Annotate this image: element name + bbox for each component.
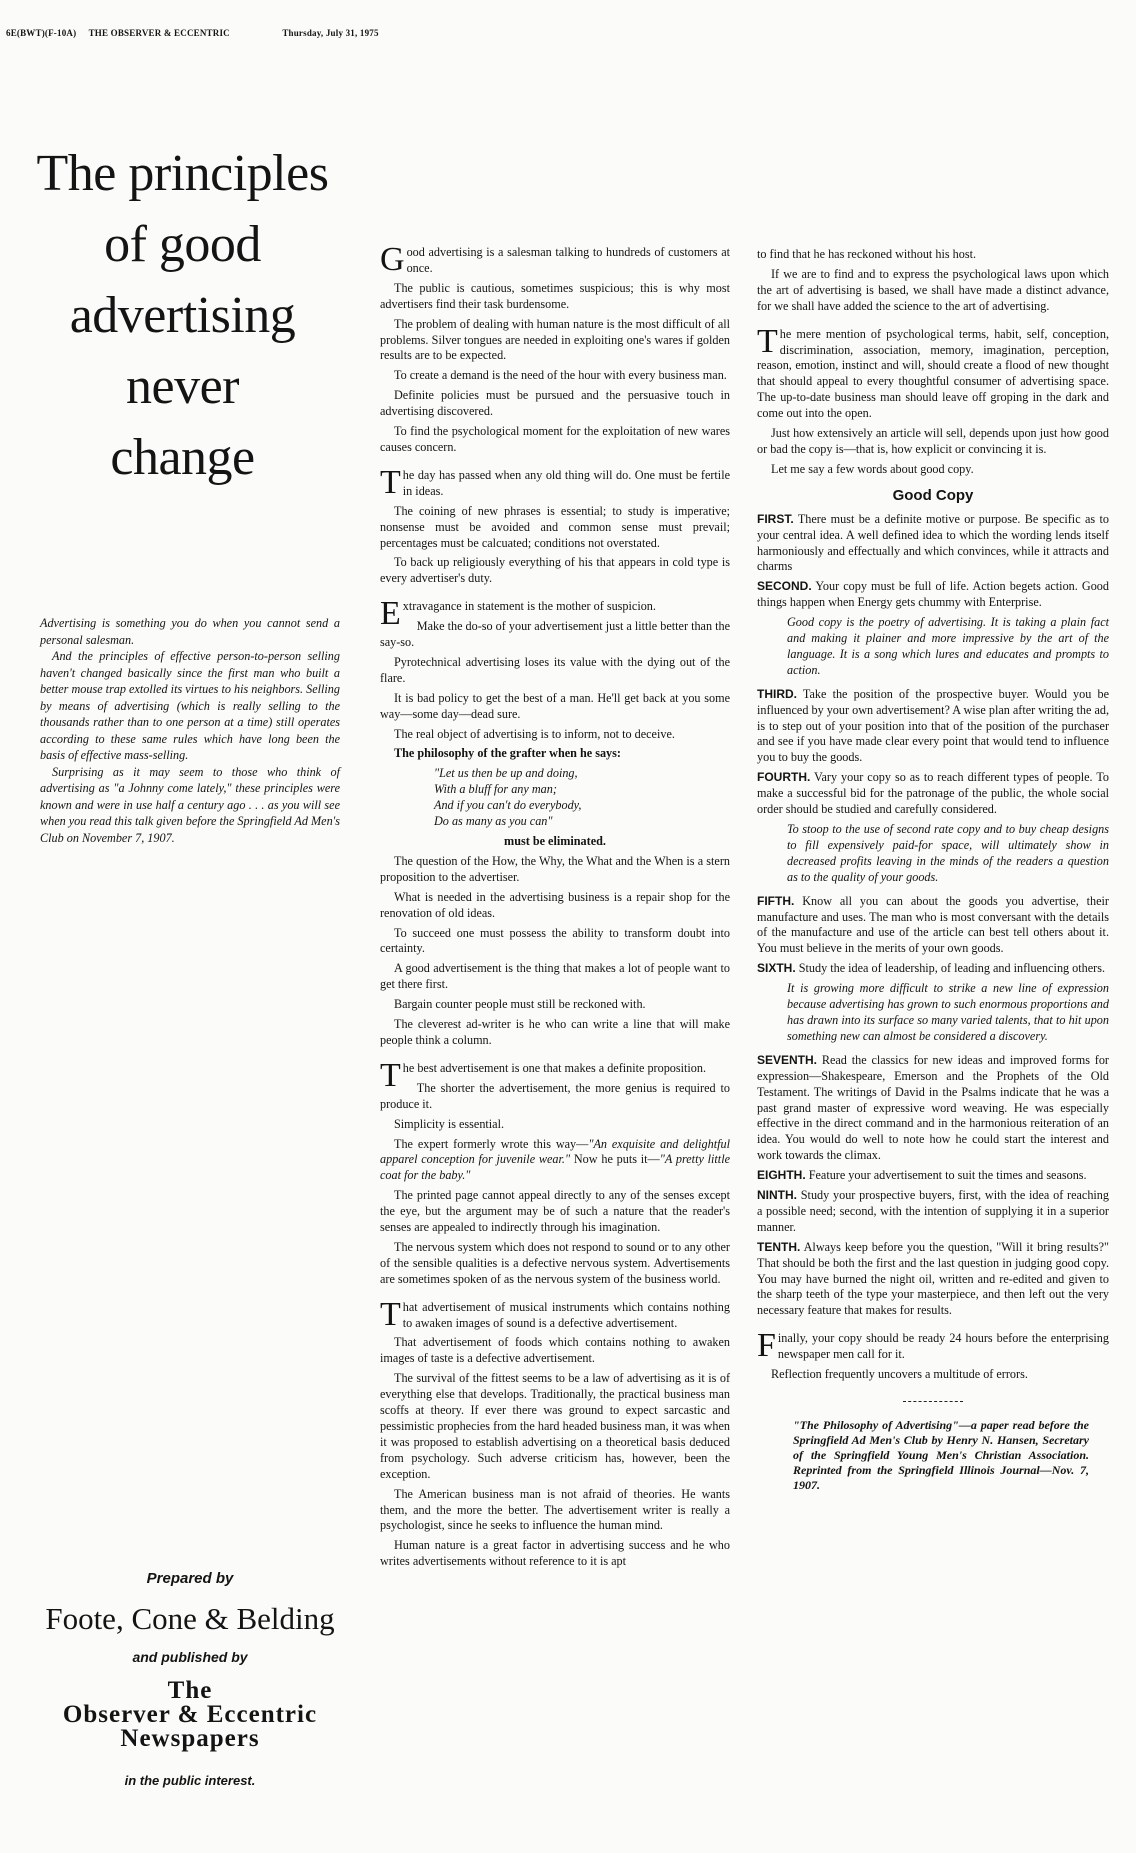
intro-paragraph: Advertising is something you do when you cannot send a personal salesman.	[40, 616, 340, 647]
article-paragraph	[380, 241, 730, 278]
article-paragraph: Just how extensively an article will sell, depends upon just how good or bad the copy is—that is, how explicit or convincing it is.	[757, 426, 1109, 456]
intro-paragraph: Surprising as it may seem to those who think of advertising as "a Johnny come lately," these principles were known and were in use half a century ago . . . as you will see when you read this talk given before the Springfield Ad Men's Club on November 7, 1907.	[40, 764, 341, 845]
article-paragraph: The question of the How, the Why, the What and the When is a stern proposition to the advertiser.	[380, 853, 730, 884]
drop-cap: T	[380, 463, 401, 501]
headline-line: The principles	[36, 145, 329, 202]
issue-date: Thursday, July 31, 1975	[282, 28, 379, 38]
principle-first	[757, 512, 1109, 576]
principle-sixth	[757, 961, 1109, 977]
article-paragraph: The cleverest ad-writer is he who can write a line that will make people think a column.	[380, 1017, 730, 1047]
verse-line: With a bluff for any man;	[434, 782, 557, 797]
drop-cap: G	[380, 241, 405, 278]
principle-label: FOURTH.	[757, 770, 811, 785]
public-interest-label: in the public interest.	[124, 1773, 256, 1788]
article-paragraph: to find that he has reckoned without his host.	[757, 247, 977, 261]
article-paragraph: The coining of new phrases is essential; to study is imperative; nonsense must be avoided and common sense must prevail; percentages must be calcuated; conditions not overstated.	[380, 503, 730, 550]
principle-label: SEVENTH.	[757, 1052, 818, 1067]
verse-quote	[434, 766, 730, 830]
article-column-1	[380, 241, 730, 1574]
italic-quote: To stoop to the use of second rate copy and to buy cheap designs to fill expensively paid-for space, will ultimately show in decreased profits leaving in the minds of the readers a question as to the quality of your goods.	[787, 822, 1109, 884]
article-paragraph: Pyrotechnical advertising loses its value with the dying out of the flare.	[380, 654, 730, 685]
paragraph-text: ood advertising is a salesman talking to hundreds of customers at once.	[406, 245, 730, 275]
verse-line: Do as many as you can"	[434, 814, 553, 829]
newspaper-logo	[20, 1679, 360, 1751]
verse-line: And if you can't do everybody,	[434, 798, 582, 813]
text-run: Now he puts it—	[570, 1152, 660, 1167]
article-paragraph: Let me say a few words about good copy.	[771, 461, 974, 476]
principle-label: EIGHTH.	[757, 1168, 806, 1183]
section-code: 6E(BWT)(F-10A)	[6, 28, 77, 38]
article-paragraph: Simplicity is essential.	[394, 1116, 505, 1131]
principle-text: Study your prospective buyers, first, with the idea of reaching a possible need; second, with the intention of supplying it in a superior manner.	[757, 1188, 1109, 1234]
article-paragraph: To find the psychological moment for the exploitation of new wares causes concern.	[380, 424, 730, 454]
text-run: "A pretty little coat for the baby."	[380, 1152, 730, 1183]
grafter-intro: The philosophy of the grafter when he says:	[394, 746, 621, 761]
article-paragraph: What is needed in the advertising business is a repair shop for the renovation of old ideas.	[380, 889, 730, 920]
principle-label: SECOND.	[757, 579, 812, 594]
principle-label: FIRST.	[757, 511, 794, 526]
prepared-by-label: Prepared by	[146, 1570, 234, 1587]
logo-line: Observer & Eccentric	[62, 1701, 318, 1728]
article-paragraph	[380, 595, 730, 633]
logo-line: The	[167, 1677, 213, 1704]
principle-seventh	[757, 1053, 1109, 1164]
principle-text: Know all you can about the goods you advertise, their manufacture and uses. The man who is most conversant with the details of the manufacture and use of the article can best tell others about it. You must believe in the merits of your own goods.	[757, 893, 1109, 956]
italic-quote: It is growing more difficult to strike a new line of expression because advertising has grown to such enormous proportions and has drawn into its surface so many varied talents, that to hit upon something new can almost be considered a discovery.	[787, 981, 1109, 1043]
headline-line: of good	[104, 216, 261, 273]
verse-line: "Let us then be up and doing,	[434, 766, 578, 781]
article-paragraph: To succeed one must possess the ability to transform doubt into certainty.	[380, 925, 730, 956]
article-paragraph: That advertisement of foods which contains nothing to awaken images of taste is a defective advertisement.	[380, 1335, 730, 1366]
text-run: The expert formerly wrote this way—	[394, 1136, 589, 1151]
article-column-2	[757, 247, 1109, 1493]
principle-text: Always keep before you the question, "Will it bring results?" That should be both the first and the last question in judging good copy. You may have burned the night oil, written and re-edited and given to the sharp teeth of the type your masterpiece, and then left out the very necessary feature that makes for results.	[757, 1239, 1109, 1318]
principle-label: NINTH.	[757, 1188, 797, 1203]
article-paragraph: Definite policies must be pursued and the persuasive touch in advertising discovered.	[380, 388, 730, 419]
drop-cap: T	[380, 1295, 401, 1333]
drop-cap: T	[380, 1056, 401, 1094]
page-headline	[10, 138, 355, 493]
paragraph-text: he best advertisement is one that makes a definite proposition.	[402, 1060, 707, 1075]
principle-fifth	[757, 894, 1109, 958]
drop-cap: T	[757, 322, 778, 360]
article-paragraph: The real object of advertising is to inform, not to deceive.	[394, 726, 675, 741]
article-paragraph: Human nature is a great factor in advertising success and he who writes advertisements without reference to it is apt	[380, 1538, 730, 1569]
masthead	[6, 28, 1116, 38]
principle-label: SIXTH.	[757, 961, 796, 976]
article-paragraph	[380, 1056, 730, 1094]
divider	[903, 1401, 963, 1402]
article-paragraph	[380, 1295, 730, 1333]
article-paragraph: It is bad policy to get the best of a man. He'll get back at you some way—some day—dead sure.	[380, 690, 730, 721]
intro-paragraph: And the principles of effective person-to-person selling haven't changed basically since the first man who built a better mouse trap extolled its virtues to his neighbors. Selling by means of advertising (which is really selling to the thousands rather than to one person at a time) still operates according to these same rules which have long been the basis of effective mass-selling.	[40, 649, 340, 762]
article-paragraph: The problem of dealing with human nature is the most difficult of all problems. Silver tongues are needed in exploiting one's wares if golden results are to be expected.	[380, 316, 730, 363]
eliminated-line: must be eliminated.	[504, 834, 606, 848]
article-paragraph: To back up religiously everything of his that appears in cold type is every advertiser's duty.	[380, 555, 730, 586]
principle-second	[757, 579, 1109, 611]
article-paragraph: Bargain counter people must still be reckoned with.	[394, 997, 646, 1012]
article-paragraph: If we are to find and to express the psychological laws upon which the art of advertising is based, we shall have made a distinct advance, for we shall have added the science to the art of advertising.	[757, 266, 1109, 313]
principle-third	[757, 687, 1109, 767]
source-citation: "The Philosophy of Advertising"—a paper read before the Springfield Ad Men's Club by Henry N. Hansen, Secretary of the Springfield Young Men's Christian Association. Reprinted from the Springfield Illinois Journal—Nov. 7, 1907.	[793, 1418, 1089, 1492]
principle-label: THIRD.	[757, 686, 797, 701]
italic-quote: Good copy is the poetry of advertising. It is taking a plain fact and making it plainer and more impressive by the art of the language. It is a song which lures and educates and prompts to action.	[787, 615, 1109, 677]
drop-cap: E	[380, 595, 401, 633]
text-run: "An exquisite and delightful apparel conception for juvenile wear."	[380, 1136, 730, 1167]
principle-text: Study the idea of leadership, of leading and influencing others.	[795, 961, 1106, 976]
headline-line: never	[126, 358, 239, 415]
principle-label: FIFTH.	[757, 893, 795, 908]
paragraph-text: he day has passed when any old thing will do. One must be fertile in ideas.	[402, 467, 730, 498]
principle-tenth	[757, 1240, 1109, 1320]
published-by-label: and published by	[132, 1649, 248, 1665]
principle-text: Your copy must be full of life. Action begets action. Good things happen when Energy gets chummy with Enterprise.	[757, 579, 1109, 610]
article-paragraph: The public is cautious, sometimes suspicious; this is why most advertisers find their task burdensome.	[380, 280, 730, 311]
headline-line: advertising	[69, 287, 296, 344]
article-paragraph: Reflection frequently uncovers a multitude of errors.	[771, 1367, 1028, 1382]
principle-ninth	[757, 1188, 1109, 1236]
intro-text	[40, 615, 340, 846]
paragraph-text: hat advertisement of musical instruments which contains nothing to awaken images of sound is a defective advertisement.	[402, 1299, 730, 1330]
article-paragraph: The nervous system which does not respond to sound or to any other of the sensible qualities is a defective nervous system. Advertisements are sometimes spoken of as the nervous system of the business world.	[380, 1239, 730, 1286]
article-paragraph: A good advertisement is the thing that makes a lot of people want to get there first.	[380, 961, 730, 992]
principle-fourth	[757, 770, 1109, 818]
article-paragraph: The survival of the fittest seems to be a law of advertising as it is of everything else that develops. Traditionally, the practical business man scoffs at theory. If ever there was ground to expect sarcastic and pessimistic prophecies from the hard headed business man, it was when it was proposed to establish advertising on a theoretical basis deduced from psychology. Such adverse criticism has, however, been the exception.	[380, 1371, 730, 1481]
drop-cap: F	[757, 1327, 776, 1365]
article-paragraph: To create a demand is the need of the hour with every business man.	[394, 368, 727, 383]
paper-name: THE OBSERVER & ECCENTRIC	[88, 28, 230, 38]
principle-text: There must be a definite motive or purpose. Be specific as to your central idea. A well defined idea to which the wording lends itself harmoniously and effectually and which convinces, while it attracts and charms	[757, 511, 1109, 574]
section-heading: Good Copy	[892, 486, 974, 504]
article-paragraph	[380, 1137, 730, 1185]
article-paragraph: Make the do-so of your advertisement just a little better than the say-so.	[380, 619, 730, 650]
principle-text: Take the position of the prospective buyer. Would you be influenced by your own advertisement? A wise plan after writing the ad, is to step out of your position into that of the position of the purchaser and see if you have made clear every point that would tend to influence you to buy the goods.	[757, 686, 1109, 765]
principle-text: Vary your copy so as to reach different types of people. To make a successful bid for the patronage of the public, the whole social order should be studied and carefully considered.	[757, 770, 1109, 817]
article-paragraph: The printed page cannot appeal directly to any of the senses except the eye, but the argument may be of such a nature that the reader's senses are appealed to indirectly through his imagination.	[380, 1188, 730, 1235]
paragraph-text: inally, your copy should be ready 24 hours before the enterprising newspaper men call for it.	[777, 1331, 1109, 1362]
principle-text: Feature your advertisement to suit the times and seasons.	[805, 1168, 1087, 1183]
article-paragraph: The shorter the advertisement, the more genius is required to produce it.	[380, 1080, 730, 1111]
article-paragraph	[757, 1327, 1109, 1365]
agency-name: Foote, Cone & Belding	[45, 1601, 335, 1636]
principle-eighth	[757, 1168, 1109, 1184]
article-paragraph	[757, 322, 1109, 422]
paragraph-text: xtravagance in statement is the mother of suspicion.	[402, 599, 656, 614]
principle-text: Read the classics for new ideas and improved forms for expression—Shakespeare, Emerson and the Prophets of the Old Testament. The writings of David in the Psalms indicate that he was a past grand master of expressive word weaving. He was especially effective in the direct command and in the harmonious reiteration of an idea. You would do well to note how he could start the interest and work towards the climax.	[757, 1052, 1109, 1163]
paragraph-text: he mere mention of psychological terms, habit, self, conception, discrimination, association, memory, imagination, perception, reason, emotion, instinct and will, should create a flood of new thought that should appeal to every thoughtful consumer of advertising space. The up-to-date business man should leave off groping in the dark and come out into the open.	[757, 326, 1109, 421]
credit-block	[20, 1570, 360, 1788]
article-paragraph: The American business man is not afraid of theories. He wants them, and the more the better. The advertisement writer is really a psychologist, since he seeks to influence the human mind.	[380, 1486, 730, 1533]
logo-line: Newspapers	[120, 1725, 260, 1752]
headline-line: change	[110, 429, 255, 486]
article-paragraph	[380, 463, 730, 501]
principle-label: TENTH.	[757, 1239, 801, 1254]
